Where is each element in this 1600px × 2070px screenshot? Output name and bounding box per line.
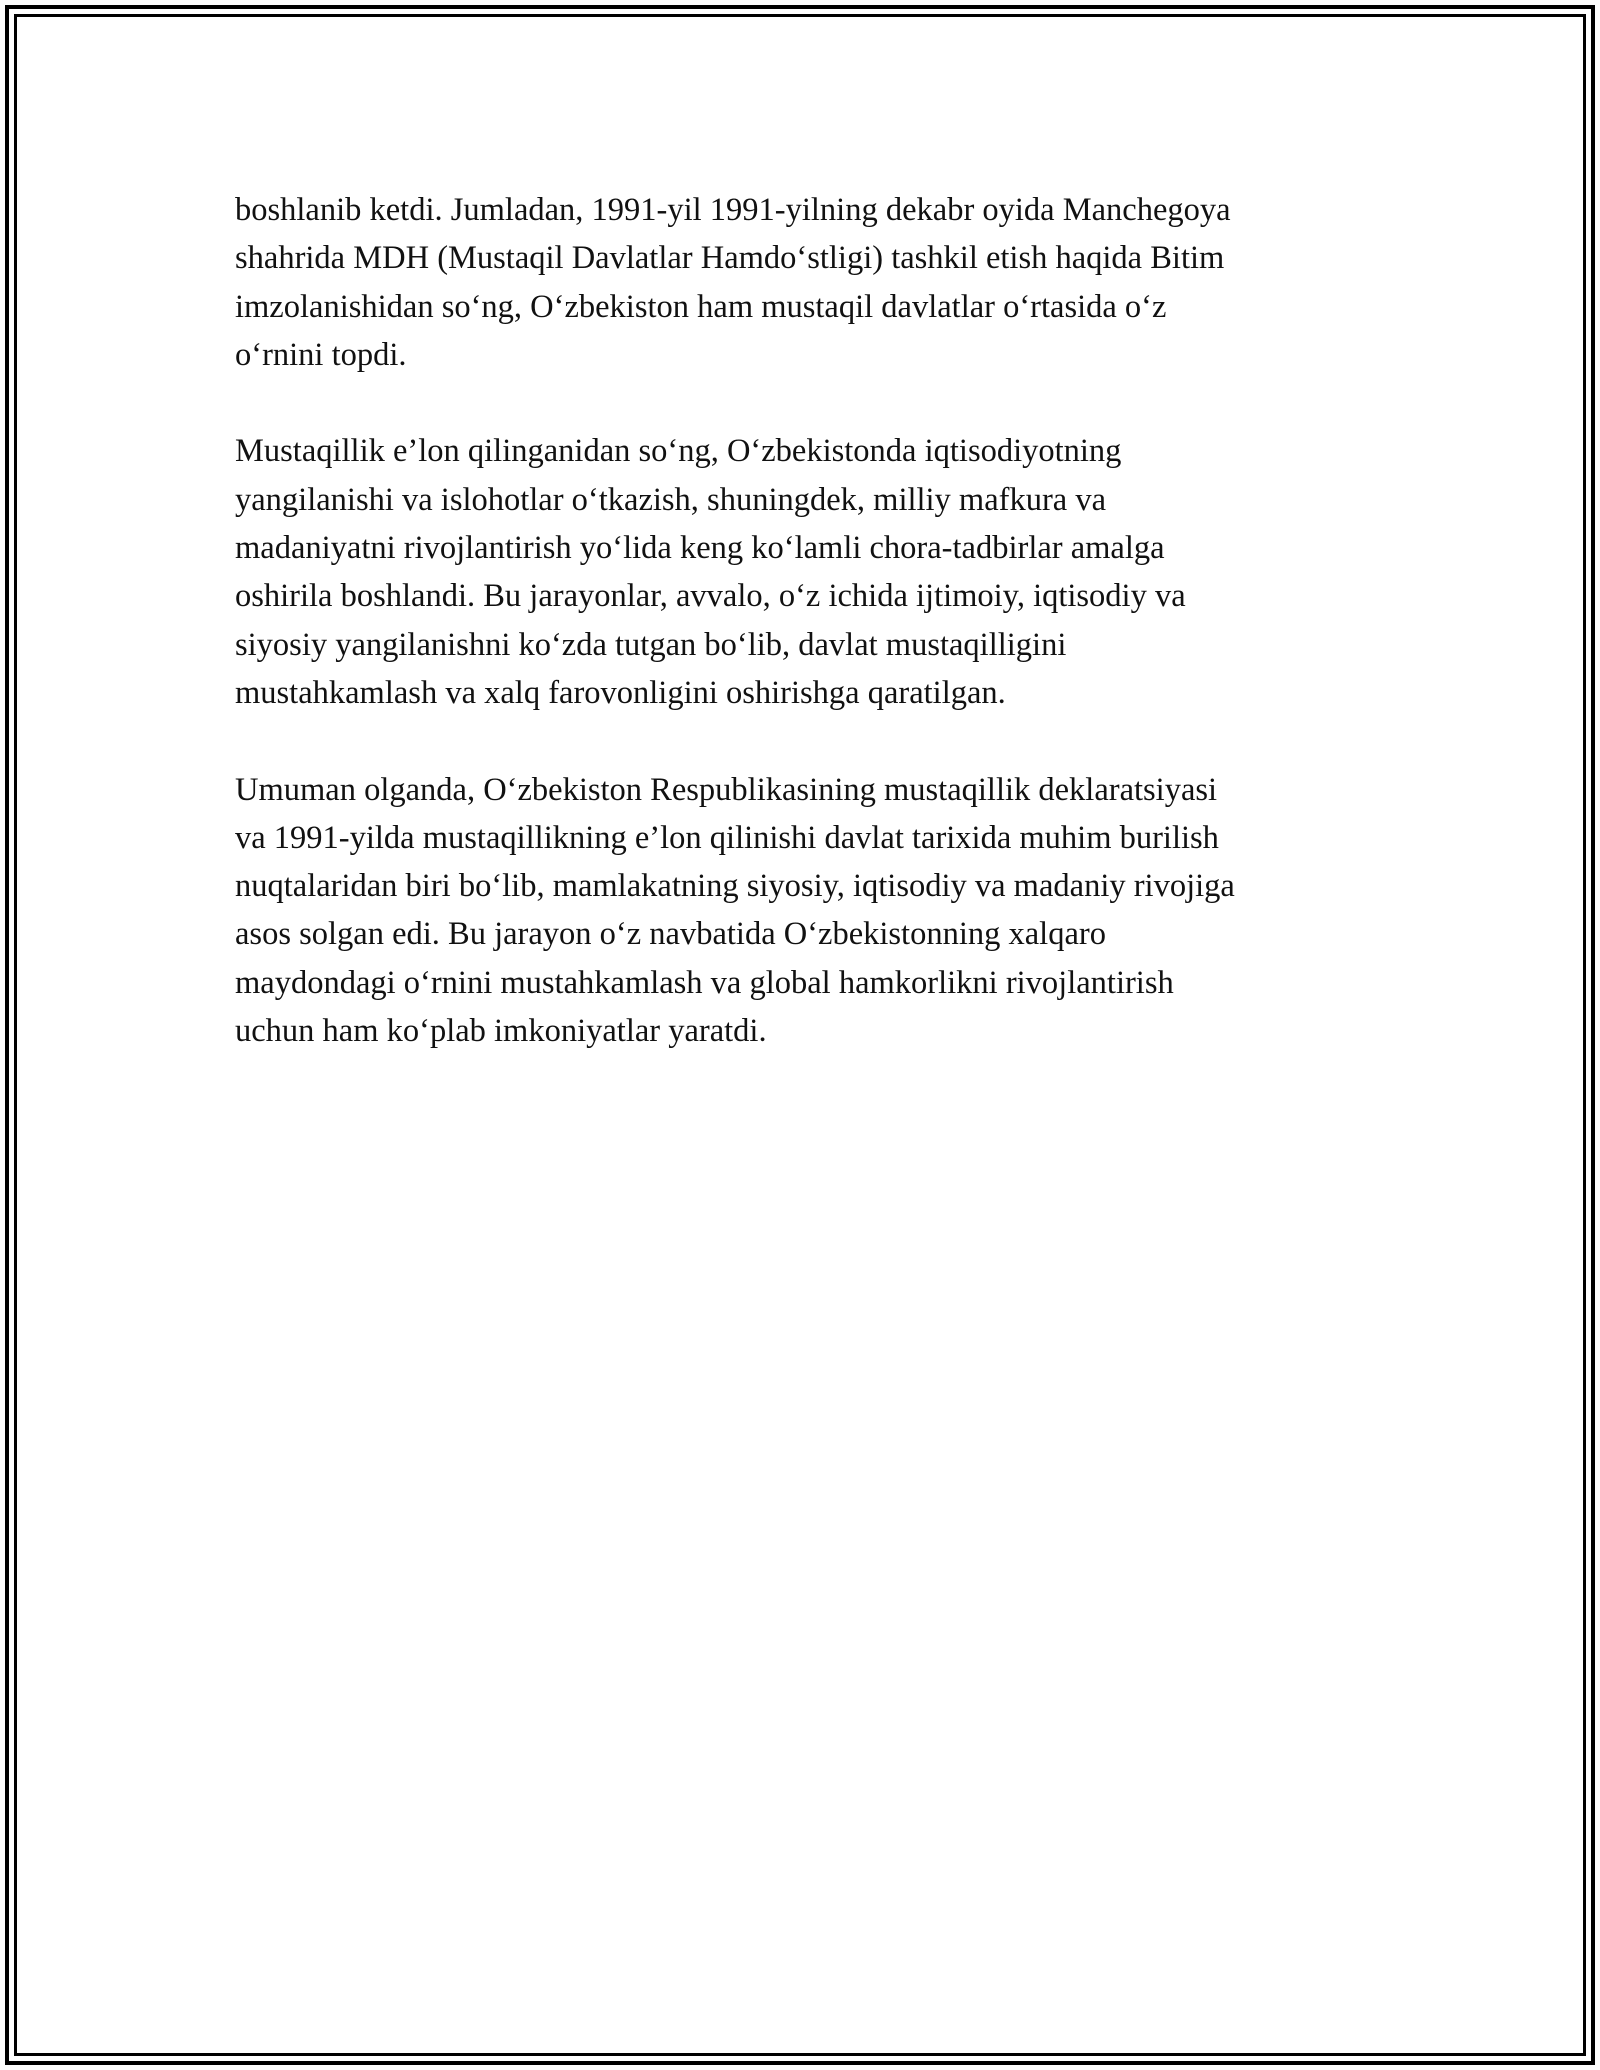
text-line: madaniyatni rivojlantirish yo‘lida keng ko‘lamli chora-tadbirlar amalga [235,530,1165,567]
text-line: maydondagi o‘rnini mustahkamlash va global hamkorlikni rivojlantirish [235,964,1174,1001]
text-line: nuqtalaridan biri bo‘lib, mamlakatning siyosiy, iqtisodiy va madaniy rivojiga [235,868,1235,905]
text-line: va 1991-yilda mustaqillikning e’lon qilinishi davlat tarixida muhim burilish [235,819,1219,856]
text-line: uchun ham ko‘plab imkoniyatlar yaratdi. [235,1013,767,1050]
paragraph-2 [235,427,1375,717]
paragraph-1 [235,186,1375,379]
text-line: siyosiy yangilanishni ko‘zda tutgan bo‘lib, davlat mustaqilligini [235,626,1067,663]
text-line: mustahkamlash va xalq farovonligini oshirishga qaratilgan. [235,674,1006,711]
text-line: boshlanib ketdi. Jumladan, 1991-yil 1991-yilning dekabr oyida Manchegoya [235,192,1231,228]
text-line: Umuman olganda, O‘zbekiston Respublikasining mustaqillik deklaratsiyasi [235,771,1218,808]
text-line: Mustaqillik e’lon qilinganidan so‘ng, O‘zbekistonda iqtisodiyotning [235,433,1122,470]
text-line: imzolanishidan so‘ng, O‘zbekiston ham mustaqil davlatlar o‘rtasida o‘z [235,288,1167,325]
document-body [235,186,1375,1104]
text-line: oshirila boshlandi. Bu jarayonlar, avvalo, o‘z ichida ijtimoiy, iqtisodiy va [235,578,1186,615]
text-line: yangilanishi va islohotlar o‘tkazish, shuningdek, milliy mafkura va [235,481,1107,518]
text-line: asos solgan edi. Bu jarayon o‘z navbatida O‘zbekistonning xalqaro [235,916,1106,953]
text-line: shahrida MDH (Mustaqil Davlatlar Hamdo‘stligi) tashkil etish haqida Bitim [235,240,1225,277]
paragraph-3 [235,766,1375,1056]
text-line: o‘rnini topdi. [235,336,407,373]
